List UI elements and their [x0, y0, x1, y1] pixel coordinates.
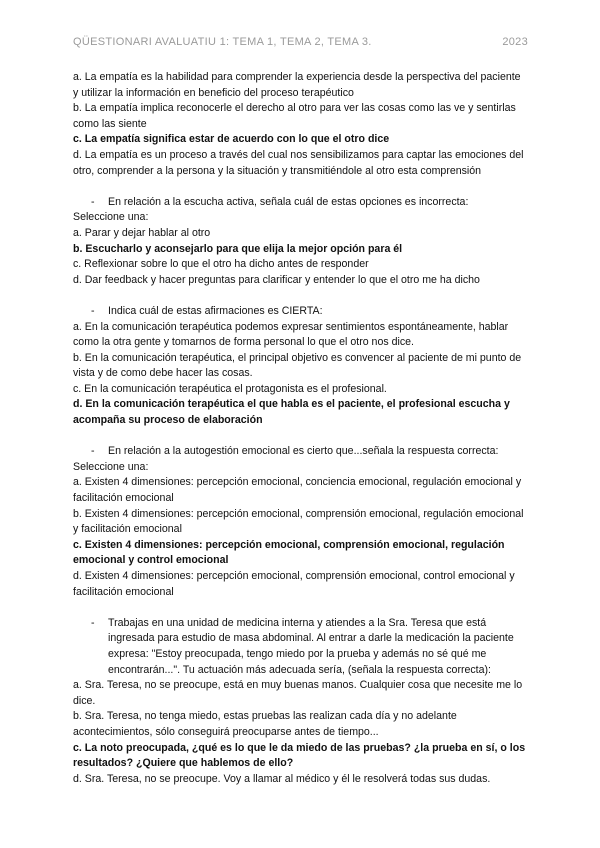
- q4-option-c: c. Existen 4 dimensiones: percepción emocional, comprensión emocional, regulación emocional y control emocional: [73, 538, 505, 567]
- q1-option-c: c. La empatía significa estar de acuerdo con lo que el otro dice: [73, 133, 390, 146]
- q4-question-text: En relación a la autogestión emocional es cierto que...señala la respuesta correcta:: [108, 445, 499, 458]
- spacer: [73, 600, 528, 616]
- question-2: [73, 195, 528, 289]
- q3-option-b: b. En la comunicación terapéutica, el principal objetivo es convencer al paciente de mi punto de vista y de como debe hacer las cosas.: [73, 351, 522, 380]
- q3-question: [73, 304, 528, 320]
- q2-option-d: d. Dar feedback y hacer preguntas para clarificar y entender lo que el otro me ha dicho: [73, 273, 480, 286]
- q4-option-b: b. Existen 4 dimensiones: percepción emocional, comprensión emocional, regulación emocional y facilitación emocional: [73, 507, 524, 536]
- header-year: 2023: [502, 36, 528, 48]
- document-body: [73, 70, 528, 787]
- q4-option-a: a. Existen 4 dimensiones: percepción emocional, conciencia emocional, regulación emocional y facilitación emocional: [73, 476, 522, 505]
- q3-option-a: a. En la comunicación terapéutica podemos expresar sentimientos espontáneamente, hablar como la otra gente y tomarnos de forma personal lo que el otro nos dice.: [73, 320, 509, 349]
- q5-question-text: Trabajas en una unidad de medicina interna y atiendes a la Sra. Teresa que está ingresada para estudio de masa abdominal. Al entrar a darle la medicación la paciente expresa: "Estoy preocupada, tengo miedo por la prueba y además no sé qué me encontrarán...". Tu actuación más adecuada sería, (señala la respuesta correcta):: [108, 616, 514, 676]
- q2-question: [73, 195, 528, 211]
- q2-option-c: c. Reflexionar sobre lo que el otro ha dicho antes de responder: [73, 258, 369, 271]
- q5-option-a: a. Sra. Teresa, no se preocupe, está en muy buenas manos. Cualquier cosa que necesite me lo dice.: [73, 679, 523, 707]
- q5-option-c: c. La noto preocupada, ¿qué es lo que le da miedo de las pruebas? ¿la prueba en sí, o los resultados? ¿Quiere que hablemos de ello?: [73, 741, 526, 770]
- spacer: [73, 179, 528, 195]
- q1-option-a: a. La empatía es la habilidad para comprender la experiencia desde la perspectiva del paciente y utilizar la información en beneficio del proceso terapéutico: [73, 71, 521, 99]
- q2-prompt: Seleccione una:: [73, 211, 149, 224]
- q3-option-d: d. En la comunicación terapéutica el que habla es el paciente, el profesional escucha y acompaña su proceso de elaboración: [73, 398, 510, 427]
- q3-question-text: Indica cuál de estas afirmaciones es CIERTA:: [108, 304, 323, 317]
- page-header: [73, 36, 528, 48]
- header-title: QÜESTIONARI AVALUATIU 1: TEMA 1, TEMA 2, TEMA 3.: [73, 36, 372, 48]
- spacer: [73, 288, 528, 304]
- q1-option-b: b. La empatía implica reconocerle el derecho al otro para ver las cosas como las ve y sentirlas como las siente: [73, 102, 516, 130]
- question-5: [73, 616, 528, 788]
- question-4: [73, 444, 528, 600]
- q4-question: [73, 444, 528, 460]
- q3-dash: -: [91, 304, 95, 317]
- q2-dash: -: [91, 195, 95, 208]
- q3-option-c: c. En la comunicación terapéutica el protagonista es el profesional.: [73, 382, 387, 395]
- q2-question-text: En relación a la escucha activa, señala cuál de estas opciones es incorrecta:: [108, 195, 469, 208]
- spacer: [73, 429, 528, 445]
- q1-option-d: d. La empatía es un proceso a través del cual nos sensibilizamos para captar las emociones del otro, comprender a la persona y la situación y transmitiéndole al otro esta comprensión: [73, 148, 524, 177]
- q5-option-b: b. Sra. Teresa, no tenga miedo, estas pruebas las realizan cada día y no adelante acontecimientos, sólo conseguirá preocuparse antes de tiempo...: [73, 710, 457, 738]
- q4-option-d: d. Existen 4 dimensiones: percepción emocional, comprensión emocional, control emocional y facilitación emocional: [73, 570, 515, 598]
- q4-prompt: Seleccione una:: [73, 460, 149, 473]
- q5-dash: -: [91, 616, 95, 629]
- q5-option-d: d. Sra. Teresa, no se preocupe. Voy a llamar al médico y él le resolverá todas sus dudas.: [73, 772, 491, 785]
- q4-dash: -: [91, 445, 95, 458]
- question-3: [73, 304, 528, 429]
- q5-question: [73, 616, 528, 678]
- q2-option-b: b. Escucharlo y aconsejarlo para que elija la mejor opción para él: [73, 242, 403, 255]
- q2-option-a: a. Parar y dejar hablar al otro: [73, 226, 211, 239]
- question-1-options: [73, 70, 528, 179]
